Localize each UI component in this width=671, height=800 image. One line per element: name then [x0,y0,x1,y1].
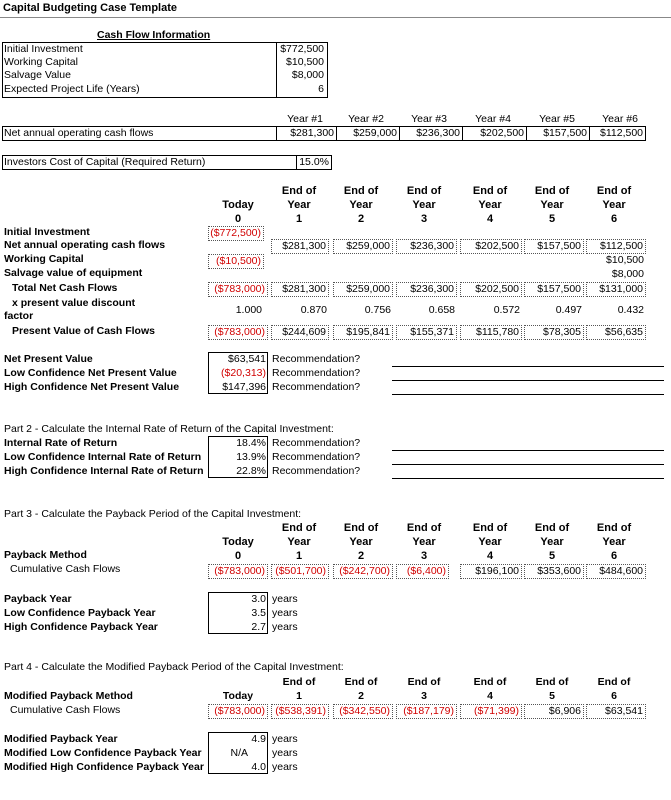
p4-cum-y2[interactable]: ($342,550) [333,704,393,719]
modified-high-payback-value[interactable]: 4.0 [251,761,266,773]
net-ops-y1[interactable]: $281,300 [271,239,329,254]
high-irr-value[interactable]: 22.8% [236,465,266,477]
total-ncf-row-label: Total Net Cash Flows [12,282,118,294]
p4-end-of-y3: End of [407,676,441,688]
payback-year-unit: years [272,593,298,605]
p4-cum-y5[interactable]: $6,906 [524,704,584,719]
p4-end-of-y6: End of [597,676,631,688]
part3-title: Part 3 - Calculate the Payback Period of the Capital Investment: [4,508,302,520]
npv-value[interactable]: $63,541 [228,353,266,365]
low-payback-label: Low Confidence Payback Year [4,607,156,619]
high-irr-label: High Confidence Internal Rate of Return [4,465,204,477]
irr-label: Internal Rate of Return [4,437,118,449]
total-ncf-y5[interactable]: $157,500 [524,282,584,297]
modified-payback-value[interactable]: 4.9 [251,733,266,745]
pv-today[interactable]: ($783,000) [208,325,268,340]
p3-cumulative-label: Cumulative Cash Flows [10,563,121,575]
p4-end-of-y2: End of [344,676,378,688]
title-divider [0,17,671,18]
net-ops-row-label: Net annual operating cash flows [4,239,166,251]
p4-today-header: Today [222,690,254,702]
p4-year-num-2: 2 [358,690,364,702]
initial-investment-row-label: Initial Investment [4,226,90,238]
factor-today[interactable]: 1.000 [235,304,262,316]
project-life-label: Expected Project Life (Years) [4,83,140,95]
total-ncf-today[interactable]: ($783,000) [208,282,268,297]
p3-cum-y2[interactable]: ($242,700) [333,564,393,579]
p4-year-num-4: 4 [487,690,493,702]
total-ncf-y1[interactable]: $281,300 [271,282,329,297]
cash-flow-info-heading: Cash Flow Information [97,29,211,41]
high-irr-answer-line[interactable] [392,478,664,479]
col-header-y3: End of Year 3 [406,185,442,225]
annual-cf-y5[interactable]: $157,500 [543,127,587,139]
p4-end-of-y5: End of [535,676,569,688]
p3-col-header-y4: End of Year 4 [472,522,508,562]
low-payback-unit: years [272,607,298,619]
p4-cum-y6[interactable]: $63,541 [586,704,646,719]
initial-investment-today[interactable]: ($772,500) [208,226,264,241]
npv-answer-line[interactable] [392,366,664,367]
p3-cum-y4[interactable]: $196,100 [460,564,522,579]
year-label-6: Year #6 [602,113,638,125]
low-irr-answer-line[interactable] [392,464,664,465]
low-npv-label: Low Confidence Net Present Value [4,367,177,379]
pv-factor-row-label-1: x present value discount [12,297,136,309]
net-ops-y5[interactable]: $157,500 [524,239,584,254]
part4-title: Part 4 - Calculate the Modified Payback Period of the Capital Investment: [4,661,344,673]
p4-cum-y4[interactable]: ($71,399) [460,704,522,719]
working-capital-row-label: Working Capital [4,253,84,265]
p3-col-header-today: Today 0 [222,536,254,562]
col-header-y2: End of Year 2 [343,185,379,225]
p4-cumulative-label: Cumulative Cash Flows [10,704,121,716]
low-npv-recommendation: Recommendation? [272,367,361,379]
high-payback-label: High Confidence Payback Year [4,621,158,633]
modified-payback-label: Modified Payback Year [4,733,118,745]
pv-y5[interactable]: $78,305 [524,325,584,340]
total-ncf-y3[interactable]: $236,300 [396,282,457,297]
irr-recommendation: Recommendation? [272,437,361,449]
net-ops-y6[interactable]: $112,500 [586,239,646,254]
page-title: Capital Budgeting Case Template [3,2,177,14]
p4-year-num-5: 5 [549,690,555,702]
p3-col-header-y2: End of Year 2 [343,522,379,562]
factor-y3[interactable]: 0.658 [428,304,455,316]
factor-y1[interactable]: 0.870 [300,304,327,316]
p4-cum-y1[interactable]: ($538,391) [271,704,329,719]
project-life-value[interactable]: 6 [318,83,324,95]
year-label-3: Year #3 [411,113,447,125]
salvage-value-label: Salvage Value [4,69,71,81]
p3-cum-y6[interactable]: $484,600 [586,564,646,579]
working-capital-today[interactable]: ($10,500) [208,254,264,269]
high-payback-unit: years [272,621,298,633]
net-ops-y2[interactable]: $259,000 [333,239,393,254]
low-irr-label: Low Confidence Internal Rate of Return [4,451,202,463]
pv-y6[interactable]: $56,635 [586,325,646,340]
annual-cf-y1[interactable]: $281,300 [290,127,334,139]
high-npv-value[interactable]: $147,396 [222,381,266,393]
initial-investment-value[interactable]: $772,500 [280,43,324,55]
pv-y1[interactable]: $244,609 [271,325,329,340]
low-npv-value[interactable]: ($20,313) [221,367,266,379]
required-return-value[interactable]: 15.0% [299,156,329,168]
col-header-y1: End of Year 1 [281,185,317,225]
modified-high-payback-label: Modified High Confidence Payback Year [4,761,204,773]
total-ncf-y4[interactable]: $202,500 [460,282,522,297]
p4-end-of-y4: End of [473,676,507,688]
working-capital-y6[interactable]: $10,500 [606,254,644,266]
initial-investment-label: Initial Investment [4,43,83,55]
col-header-y4: End of Year 4 [472,185,508,225]
p3-cum-y1[interactable]: ($501,700) [271,564,329,579]
factor-y5[interactable]: 0.497 [555,304,582,316]
part2-title: Part 2 - Calculate the Internal Rate of Return of the Capital Investment: [4,423,334,435]
p3-col-header-y1: End of Year 1 [281,522,317,562]
payback-year-value[interactable]: 3.0 [251,593,266,605]
pv-factor-row-label-2: factor [4,310,34,322]
working-capital-label: Working Capital [4,56,78,68]
p4-year-num-3: 3 [421,690,427,702]
high-irr-recommendation: Recommendation? [272,465,361,477]
modified-low-payback-value[interactable]: N/A [230,747,248,759]
low-irr-recommendation: Recommendation? [272,451,361,463]
annual-cf-y6[interactable]: $112,500 [599,127,643,139]
modified-high-payback-unit: years [272,761,298,773]
p4-year-num-6: 6 [611,690,617,702]
p4-cum-today[interactable]: ($783,000) [208,704,268,719]
low-npv-answer-line[interactable] [392,380,664,381]
salvage-row-label: Salvage value of equipment [4,267,143,279]
factor-y4[interactable]: 0.572 [493,304,520,316]
high-payback-value[interactable]: 2.7 [251,621,266,633]
p3-cum-y5[interactable]: $353,600 [524,564,584,579]
p3-col-header-y5: End of Year 5 [534,522,570,562]
col-header-y6: End of Year 6 [596,185,632,225]
npv-recommendation: Recommendation? [272,353,361,365]
p3-cum-y3[interactable]: ($6,400) [396,564,449,579]
annual-cf-y4[interactable]: $202,500 [480,127,524,139]
working-capital-value[interactable]: $10,500 [286,56,324,68]
modified-payback-unit: years [272,733,298,745]
col-header-today: Today 0 [222,199,254,225]
p4-year-num-1: 1 [296,690,302,702]
high-npv-recommendation: Recommendation? [272,381,361,393]
net-ops-y3[interactable]: $236,300 [396,239,457,254]
p3-col-header-y6: End of Year 6 [596,522,632,562]
payback-year-label: Payback Year [4,593,72,605]
npv-label: Net Present Value [4,353,93,365]
annual-cf-y2[interactable]: $259,000 [353,127,397,139]
p3-cum-today[interactable]: ($783,000) [208,564,268,579]
p4-end-of-y1: End of [282,676,316,688]
pv-y4[interactable]: $115,780 [460,325,522,340]
total-ncf-y2[interactable]: $259,000 [333,282,393,297]
p4-cum-y3[interactable]: ($187,179) [396,704,457,719]
p3-col-header-y3: End of Year 3 [406,522,442,562]
salvage-value-value[interactable]: $8,000 [291,69,324,81]
year-label-1: Year #1 [287,113,323,125]
low-irr-value[interactable]: 13.9% [236,451,266,463]
pv-row-label: Present Value of Cash Flows [12,325,155,337]
modified-method-label: Modified Payback Method [4,690,133,702]
payback-method-label: Payback Method [4,549,87,561]
total-ncf-y6[interactable]: $131,000 [586,282,646,297]
salvage-y6[interactable]: $8,000 [611,268,644,280]
year-label-4: Year #4 [475,113,511,125]
irr-answer-line[interactable] [392,450,664,451]
col-header-y5: End of Year 5 [534,185,570,225]
annual-cf-y3[interactable]: $236,300 [416,127,460,139]
annual-cf-label: Net annual operating cash flows [4,127,154,139]
factor-y6[interactable]: 0.432 [617,304,644,316]
high-npv-label: High Confidence Net Present Value [4,381,180,393]
low-payback-value[interactable]: 3.5 [251,607,266,619]
pv-y2[interactable]: $195,841 [333,325,393,340]
required-return-label: Investors Cost of Capital (Required Return) [4,156,206,168]
high-npv-answer-line[interactable] [392,394,664,395]
year-label-5: Year #5 [539,113,575,125]
irr-value[interactable]: 18.4% [236,437,266,449]
year-label-2: Year #2 [348,113,384,125]
net-ops-y4[interactable]: $202,500 [460,239,522,254]
pv-y3[interactable]: $155,371 [396,325,457,340]
factor-y2[interactable]: 0.756 [364,304,391,316]
modified-low-payback-label: Modified Low Confidence Payback Year [4,747,202,759]
modified-low-payback-unit: years [272,747,298,759]
